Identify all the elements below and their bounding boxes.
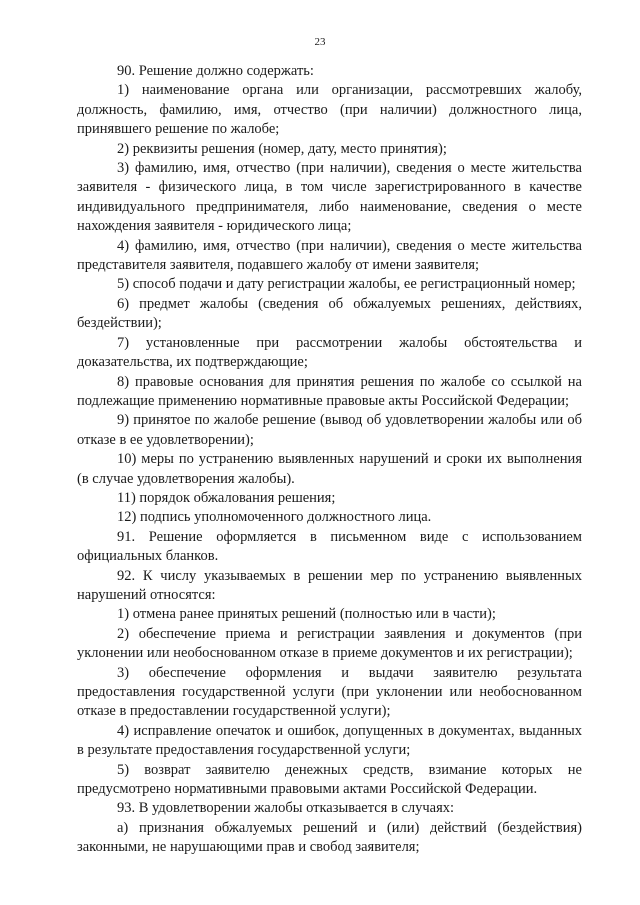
paragraph-90-item-1: 1) наименование органа или организации, рассмотревших жалобу, должность, фамилию, имя, отчество (при наличии) должностного лица, принявшего решение по жалобе;: [77, 82, 582, 138]
paragraph-90-item-7: 7) установленные при рассмотрении жалобы обстоятельства и доказательства, их подтверждающие;: [77, 334, 582, 371]
paragraph-90-item-3: 3) фамилию, имя, отчество (при наличии), сведения о месте жительства заявителя - физического лица, в том числе зарегистрированного в качестве индивидуального предпринимателя, либо наименование, сведения о месте нахождения заявителя - юридического лица;: [77, 160, 582, 235]
paragraph-90-item-4: 4) фамилию, имя, отчество (при наличии), сведения о месте жительства представителя заявителя, подавшего жалобу от имени заявителя;: [77, 237, 582, 274]
document-body: [77, 62, 582, 858]
paragraph-92-item-3: 3) обеспечение оформления и выдачи заявителю результата предоставления государственной услуги (при уклонении или необоснованном отказе в предоставлении государственной услуги);: [77, 664, 582, 720]
paragraph-90-item-8: 8) правовые основания для принятия решения по жалобе со ссылкой на подлежащие применению нормативные правовые акты Российской Федерации;: [77, 373, 582, 409]
paragraph-92-item-1: 1) отмена ранее принятых решений (полностью или в части);: [117, 606, 496, 623]
page-number: 23: [314, 36, 326, 48]
paragraph-90-item-10: 10) меры по устранению выявленных нарушений и сроки их выполнения (в случае удовлетворения жалобы).: [77, 451, 582, 487]
paragraph-90-item-11: 11) порядок обжалования решения;: [117, 489, 336, 506]
paragraph-92: 92. К числу указываемых в решении мер по устранению выявленных нарушений относятся:: [77, 567, 582, 603]
paragraph-92-item-4: 4) исправление опечаток и ошибок, допущенных в документах, выданных в результате предоставления государственной услуги;: [77, 722, 582, 759]
paragraph-93-item-a: а) признания обжалуемых решений и (или) действий (бездействия) законными, не нарушающими прав и свобод заявителя;: [77, 819, 582, 856]
paragraph-92-item-2: 2) обеспечение приема и регистрации заявления и документов (при уклонении или необоснованном отказе в приеме документов и их регистрации);: [77, 625, 582, 662]
paragraph-90-item-2: 2) реквизиты решения (номер, дату, место принятия);: [117, 140, 447, 157]
paragraph-93: 93. В удовлетворении жалобы отказывается в случаях:: [117, 800, 455, 817]
paragraph-90-item-9: 9) принятое по жалобе решение (вывод об удовлетворении жалобы или об отказе в ее удовлетворении);: [77, 412, 582, 448]
paragraph-90-item-5: 5) способ подачи и дату регистрации жалобы, ее регистрационный номер;: [117, 276, 576, 293]
paragraph-92-item-5: 5) возврат заявителю денежных средств, взимание которых не предусмотрено нормативными правовыми актами Российской Федерации.: [77, 761, 582, 798]
paragraph-90-item-12: 12) подпись уполномоченного должностного лица.: [117, 509, 432, 526]
paragraph-90-item-6: 6) предмет жалобы (сведения об обжалуемых решениях, действиях, бездействии);: [77, 295, 582, 332]
paragraph-90: 90. Решение должно содержать:: [117, 63, 314, 79]
paragraph-91: 91. Решение оформляется в письменном виде с использованием официальных бланков.: [77, 528, 582, 565]
